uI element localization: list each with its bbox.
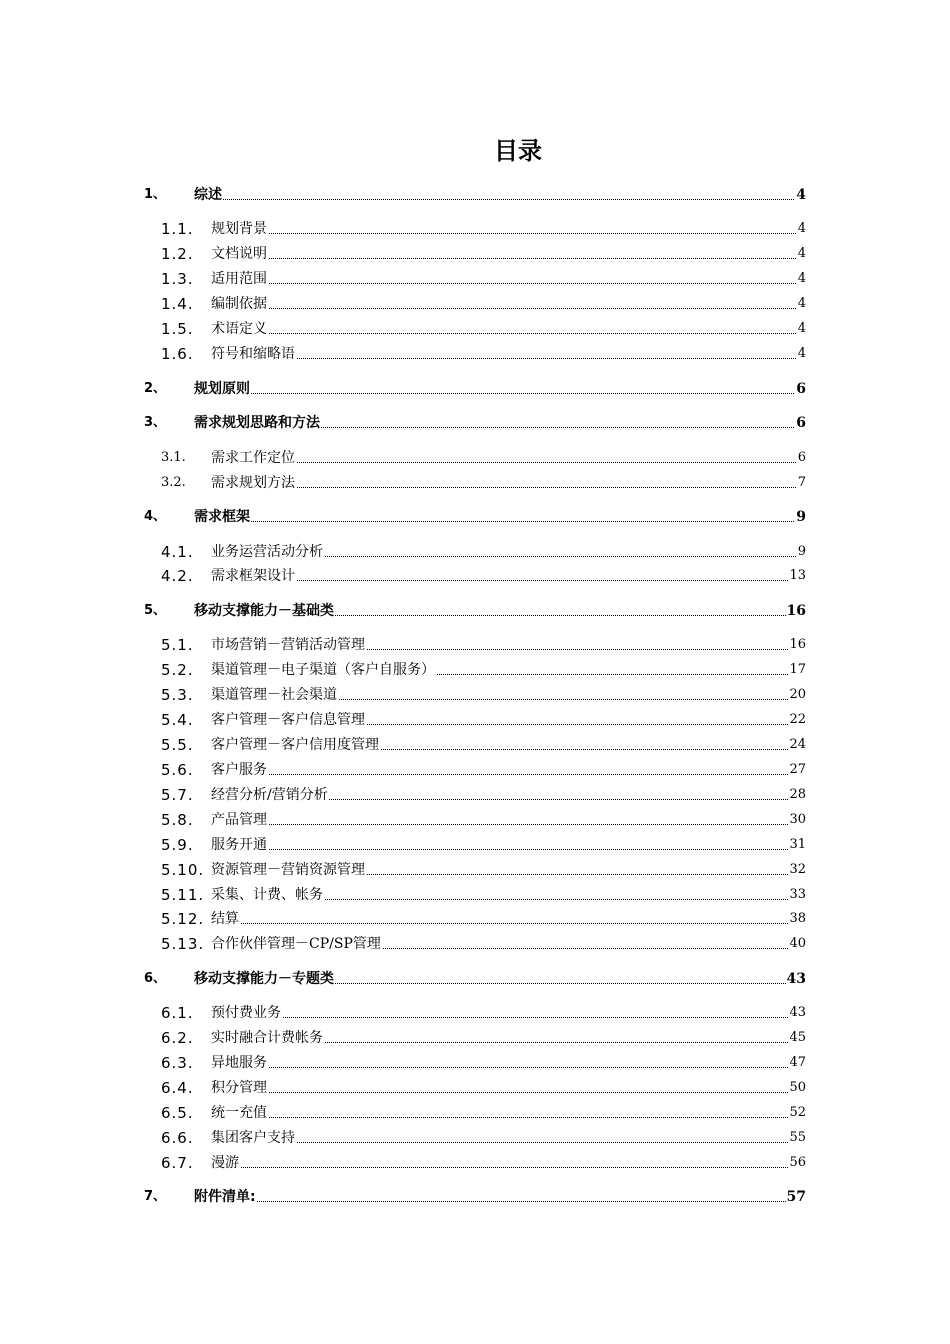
toc-entry-number: 5.11. <box>161 886 205 904</box>
toc-entry-number: 5.10. <box>161 861 205 879</box>
toc-entry-label: 需求规划方法 <box>211 475 295 491</box>
toc-entry-page: 16 <box>788 635 806 655</box>
toc-entry-page: 20 <box>788 685 806 705</box>
toc-entry-section[interactable] <box>0 1028 950 1048</box>
toc-entry-page: 30 <box>788 810 806 830</box>
toc-entry-number: 3.1. <box>161 450 186 465</box>
toc-entry-label: 适用范围 <box>211 271 267 287</box>
toc-dot-leader <box>211 487 806 488</box>
toc-entry-chapter[interactable] <box>0 969 950 989</box>
toc-entry-number: 4、 <box>144 509 167 524</box>
toc-entry-section[interactable] <box>0 1128 950 1148</box>
toc-dot-leader <box>194 393 806 394</box>
toc-entry-page: 43 <box>788 1003 806 1023</box>
toc-entry-label: 客户管理－客户信用度管理 <box>211 737 379 753</box>
toc-dot-leader <box>211 233 806 234</box>
toc-dot-leader <box>211 1167 806 1168</box>
toc-entry-page: 4 <box>797 344 806 364</box>
toc-entry-section[interactable] <box>0 909 950 929</box>
toc-entry-page: 13 <box>788 566 806 586</box>
toc-entry-label: 移动支撑能力－专题类 <box>194 971 334 987</box>
toc-entry-page: 6 <box>797 448 806 468</box>
toc-entry-number: 5.7. <box>161 786 194 804</box>
toc-entry-label: 采集、计费、帐务 <box>211 887 323 903</box>
toc-entry-section[interactable] <box>0 542 950 562</box>
toc-entry-section[interactable] <box>0 860 950 880</box>
toc-entry-page: 33 <box>788 885 806 905</box>
toc-entry-number: 1、 <box>144 187 167 202</box>
toc-dot-leader <box>211 308 806 309</box>
toc-entry-page: 55 <box>788 1128 806 1148</box>
toc-entry-section[interactable] <box>0 269 950 289</box>
toc-entry-page: 32 <box>788 860 806 880</box>
toc-dot-leader <box>211 580 806 581</box>
toc-entry-page: 22 <box>788 710 806 730</box>
toc-entry-page: 45 <box>788 1028 806 1048</box>
toc-entry-page: 4 <box>797 244 806 264</box>
toc-entry-number: 2、 <box>144 381 167 396</box>
toc-entry-page: 4 <box>797 269 806 289</box>
toc-entry-label: 客户管理－客户信息管理 <box>211 712 365 728</box>
toc-entry-label: 规划原则 <box>194 381 250 397</box>
toc-entry-page: 43 <box>786 971 806 987</box>
toc-title: 目录 <box>494 137 542 165</box>
toc-entry-number: 4.1. <box>161 543 194 561</box>
toc-entry-page: 6 <box>796 415 806 431</box>
toc-entry-label: 需求规划思路和方法 <box>194 415 320 431</box>
toc-entry-label: 预付费业务 <box>211 1005 281 1021</box>
toc-entry-number: 5.13. <box>161 935 205 953</box>
toc-entry-chapter[interactable] <box>0 601 950 621</box>
toc-entry-chapter[interactable] <box>0 1187 950 1207</box>
toc-dot-leader <box>211 1067 806 1068</box>
toc-entry-number: 3、 <box>144 415 167 430</box>
toc-entry-page: 4 <box>797 319 806 339</box>
toc-entry-page: 50 <box>788 1078 806 1098</box>
toc-entry-label: 统一充值 <box>211 1105 267 1121</box>
toc-entry-chapter[interactable] <box>0 185 950 205</box>
toc-dot-leader <box>211 333 806 334</box>
toc-entry-section[interactable] <box>0 1103 950 1123</box>
toc-entry-label: 实时融合计费帐务 <box>211 1030 323 1046</box>
toc-entry-section[interactable] <box>0 344 950 364</box>
toc-entry-label: 合作伙伴管理－CP/SP管理 <box>211 936 381 952</box>
toc-entry-number: 1.4. <box>161 295 194 313</box>
toc-entry-section[interactable] <box>0 685 950 705</box>
toc-entry-section[interactable] <box>0 294 950 314</box>
toc-entry-page: 4 <box>796 187 806 203</box>
toc-entry-label: 附件清单: <box>194 1189 256 1205</box>
toc-entry-chapter[interactable] <box>0 413 950 433</box>
toc-entry-section[interactable] <box>0 934 950 954</box>
toc-entry-label: 经营分析/营销分析 <box>211 787 328 803</box>
toc-entry-page: 52 <box>788 1103 806 1123</box>
toc-entry-section[interactable] <box>0 785 950 805</box>
toc-entry-label: 符号和缩略语 <box>211 346 295 362</box>
toc-entry-page: 4 <box>797 294 806 314</box>
toc-entry-page: 38 <box>788 909 806 929</box>
toc-entry-section[interactable] <box>0 710 950 730</box>
toc-dot-leader <box>194 199 806 200</box>
toc-entry-section[interactable] <box>0 1078 950 1098</box>
toc-entry-number: 1.2. <box>161 245 194 263</box>
toc-entry-label: 市场营销－营销活动管理 <box>211 637 365 653</box>
toc-entry-chapter[interactable] <box>0 379 950 399</box>
toc-entry-label: 规划背景 <box>211 221 267 237</box>
toc-entry-page: 40 <box>788 934 806 954</box>
toc-entry-section[interactable] <box>0 1053 950 1073</box>
toc-entry-section[interactable] <box>0 244 950 264</box>
toc-entry-number: 6.4. <box>161 1079 194 1097</box>
toc-entry-label: 渠道管理－电子渠道（客户自服务） <box>211 662 435 678</box>
toc-entry-section[interactable] <box>0 835 950 855</box>
toc-dot-leader <box>211 1142 806 1143</box>
toc-entry-page: 56 <box>788 1153 806 1173</box>
toc-dot-leader <box>211 258 806 259</box>
toc-entry-number: 6.5. <box>161 1104 194 1122</box>
toc-entry-number: 5.12. <box>161 910 205 928</box>
toc-entry-number: 1.3. <box>161 270 194 288</box>
toc-dot-leader <box>211 774 806 775</box>
toc-entry-section[interactable] <box>0 473 950 493</box>
toc-dot-leader <box>211 923 806 924</box>
toc-entry-section[interactable] <box>0 735 950 755</box>
toc-entry-number: 6.3. <box>161 1054 194 1072</box>
toc-entry-section[interactable] <box>0 760 950 780</box>
toc-entry-number: 5.8. <box>161 811 194 829</box>
toc-entry-label: 产品管理 <box>211 812 267 828</box>
toc-entry-page: 28 <box>788 785 806 805</box>
toc-dot-leader <box>211 1117 806 1118</box>
toc-entry-label: 服务开通 <box>211 837 267 853</box>
toc-entry-page: 9 <box>796 509 806 525</box>
toc-entry-label: 需求框架 <box>194 509 250 525</box>
toc-dot-leader <box>211 1017 806 1018</box>
toc-dot-leader <box>211 358 806 359</box>
toc-entry-page: 6 <box>796 381 806 397</box>
toc-entry-section[interactable] <box>0 885 950 905</box>
toc-entry-number: 1.5. <box>161 320 194 338</box>
toc-entry-label: 术语定义 <box>211 321 267 337</box>
toc-entry-page: 57 <box>786 1189 806 1205</box>
toc-entry-number: 5.3. <box>161 686 194 704</box>
toc-entry-label: 综述 <box>194 187 222 203</box>
toc-entry-label: 结算 <box>211 911 239 927</box>
toc-entry-section[interactable] <box>0 1153 950 1173</box>
toc-entry-section[interactable] <box>0 810 950 830</box>
toc-entry-page: 24 <box>788 735 806 755</box>
toc-dot-leader <box>211 849 806 850</box>
toc-entry-section[interactable] <box>0 319 950 339</box>
toc-dot-leader <box>211 824 806 825</box>
toc-entry-number: 5.6. <box>161 761 194 779</box>
toc-entry-label: 集团客户支持 <box>211 1130 295 1146</box>
toc-entry-chapter[interactable] <box>0 507 950 527</box>
toc-dot-leader <box>211 1092 806 1093</box>
toc-entry-number: 3.2. <box>161 475 186 490</box>
toc-entry-number: 5.4. <box>161 711 194 729</box>
toc-entry-page: 9 <box>797 542 806 562</box>
toc-entry-page: 31 <box>788 835 806 855</box>
toc-entry-label: 资源管理－营销资源管理 <box>211 862 365 878</box>
toc-entry-number: 5.2. <box>161 661 194 679</box>
toc-entry-label: 渠道管理－社会渠道 <box>211 687 337 703</box>
toc-entry-number: 6.1. <box>161 1004 194 1022</box>
toc-dot-leader <box>211 283 806 284</box>
toc-entry-section[interactable] <box>0 448 950 468</box>
toc-entry-number: 6.2. <box>161 1029 194 1047</box>
toc-entry-label: 积分管理 <box>211 1080 267 1096</box>
toc-entry-label: 需求框架设计 <box>211 568 295 584</box>
toc-dot-leader <box>194 521 806 522</box>
toc-entry-number: 1.6. <box>161 345 194 363</box>
toc-entry-number: 5、 <box>144 603 167 618</box>
toc-entry-label: 编制依据 <box>211 296 267 312</box>
toc-entry-label: 漫游 <box>211 1155 239 1171</box>
toc-entry-label: 异地服务 <box>211 1055 267 1071</box>
toc-entry-number: 1.1. <box>161 220 194 238</box>
toc-entry-number: 5.5. <box>161 736 194 754</box>
toc-entry-number: 6、 <box>144 971 167 986</box>
toc-entry-page: 47 <box>788 1053 806 1073</box>
toc-entry-number: 6.6. <box>161 1129 194 1147</box>
toc-entry-section[interactable] <box>0 635 950 655</box>
toc-entry-label: 业务运营活动分析 <box>211 544 323 560</box>
toc-entry-page: 27 <box>788 760 806 780</box>
toc-dot-leader <box>194 1201 806 1202</box>
toc-entry-number: 6.7. <box>161 1154 194 1172</box>
toc-entry-number: 5.1. <box>161 636 194 654</box>
toc-entry-page: 16 <box>786 603 806 619</box>
toc-entry-section[interactable] <box>0 219 950 239</box>
toc-entry-section[interactable] <box>0 566 950 586</box>
toc-entry-page: 17 <box>788 660 806 680</box>
toc-entry-page: 4 <box>797 219 806 239</box>
toc-entry-label: 移动支撑能力－基础类 <box>194 603 334 619</box>
toc-entry-label: 文档说明 <box>211 246 267 262</box>
toc-entry-number: 7、 <box>144 1189 167 1204</box>
toc-entry-page: 7 <box>797 473 806 493</box>
toc-entry-number: 5.9. <box>161 836 194 854</box>
toc-entry-label: 需求工作定位 <box>211 450 295 466</box>
toc-entry-number: 4.2. <box>161 567 194 585</box>
toc-dot-leader <box>211 462 806 463</box>
toc-entry-section[interactable] <box>0 1003 950 1023</box>
toc-entry-label: 客户服务 <box>211 762 267 778</box>
toc-entry-section[interactable] <box>0 660 950 680</box>
